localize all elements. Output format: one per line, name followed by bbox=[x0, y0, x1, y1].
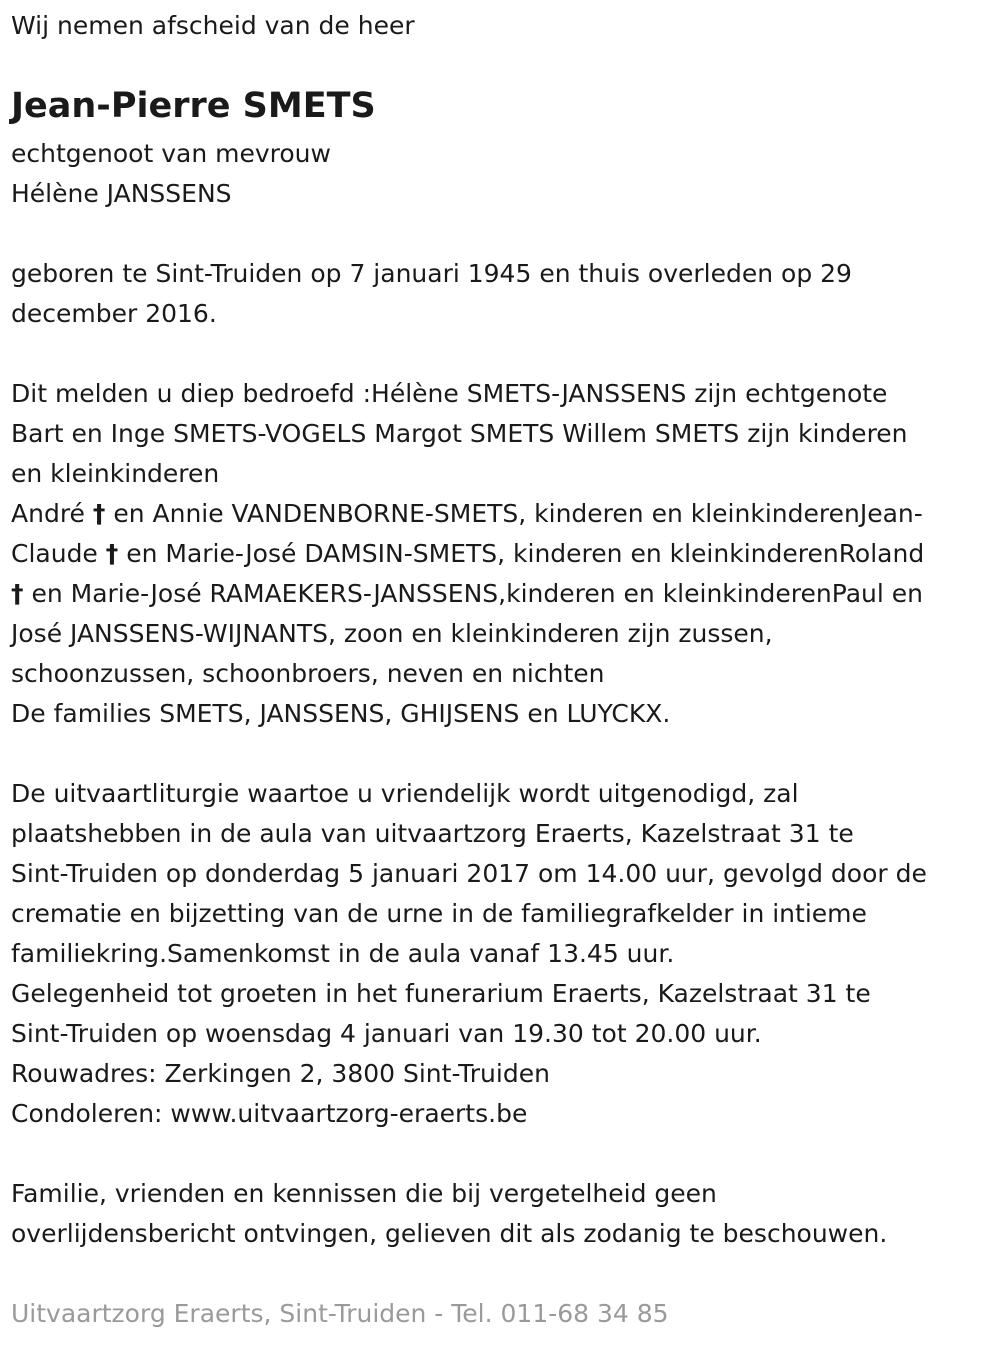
deceased-name: Jean-Pierre SMETS bbox=[11, 86, 376, 126]
funeral-line: familiekring.Samenkomst in de aula vanaf 13.45 uur. bbox=[11, 939, 675, 968]
spouse-line: Hélène JANSSENS bbox=[11, 179, 232, 208]
funeral-line: De uitvaartliturgie waartoe u vriendelijk wordt uitgenodigd, zal bbox=[11, 779, 799, 808]
spouse-section bbox=[11, 134, 331, 214]
family-text: en Marie-José RAMAEKERS-JANSSENS,kinderen en kleinkinderenPaul en bbox=[23, 579, 923, 608]
funeral-line: Sint-Truiden op woensdag 4 januari van 19.30 tot 20.00 uur. bbox=[11, 1019, 762, 1048]
funeral-home-footer: Uitvaartzorg Eraerts, Sint-Truiden - Tel. 011-68 34 85 bbox=[11, 1299, 669, 1328]
spouse-line: echtgenoot van mevrouw bbox=[11, 139, 331, 168]
family-text: en Marie-José DAMSIN-SMETS, kinderen en kleinkinderenRoland bbox=[118, 539, 925, 568]
birth-death-section bbox=[11, 254, 852, 334]
family-text: en Annie VANDENBORNE-SMETS, kinderen en kleinkinderenJean- bbox=[105, 499, 923, 528]
birth-line: december 2016. bbox=[11, 299, 217, 328]
condolence-link: Condoleren: www.uitvaartzorg-eraerts.be bbox=[11, 1099, 528, 1128]
closing-section bbox=[11, 1174, 887, 1254]
closing-line: Familie, vrienden en kennissen die bij vergetelheid geen bbox=[11, 1179, 717, 1208]
family-line: Dit melden u diep bedroefd :Hélène SMETS-JANSSENS zijn echtgenote bbox=[11, 379, 888, 408]
family-line: De families SMETS, JANSSENS, GHIJSENS en LUYCKX. bbox=[11, 699, 671, 728]
family-line bbox=[11, 574, 924, 614]
funeral-line: crematie en bijzetting van de urne in de familiegrafkelder in intieme bbox=[11, 899, 867, 928]
funeral-line: Sint-Truiden op donderdag 5 januari 2017 om 14.00 uur, gevolgd door de bbox=[11, 859, 927, 888]
funeral-line: Gelegenheid tot groeten in het funerarium Eraerts, Kazelstraat 31 te bbox=[11, 979, 871, 1008]
cross-icon: † bbox=[105, 539, 119, 568]
family-text: Claude bbox=[11, 539, 106, 568]
family-line bbox=[11, 494, 924, 534]
family-line: José JANSSENS-WIJNANTS, zoon en kleinkinderen zijn zussen, bbox=[11, 619, 773, 648]
funeral-line: plaatshebben in de aula van uitvaartzorg Eraerts, Kazelstraat 31 te bbox=[11, 819, 854, 848]
cross-icon: † bbox=[11, 579, 24, 608]
closing-line: overlijdensbericht ontvingen, gelieven dit als zodanig te beschouwen. bbox=[11, 1219, 888, 1248]
funeral-section bbox=[11, 774, 927, 1134]
birth-line: geboren te Sint-Truiden op 7 januari 1945 en thuis overleden op 29 bbox=[11, 259, 852, 288]
mourning-address: Rouwadres: Zerkingen 2, 3800 Sint-Truiden bbox=[11, 1059, 550, 1088]
family-line: Bart en Inge SMETS-VOGELS Margot SMETS Willem SMETS zijn kinderen bbox=[11, 419, 908, 448]
family-section bbox=[11, 374, 924, 734]
intro-text: Wij nemen afscheid van de heer bbox=[11, 11, 415, 40]
family-line: en kleinkinderen bbox=[11, 459, 220, 488]
family-line: schoonzussen, schoonbroers, neven en nichten bbox=[11, 659, 605, 688]
cross-icon: † bbox=[92, 499, 106, 528]
family-text: André bbox=[11, 499, 93, 528]
family-line bbox=[11, 534, 924, 574]
